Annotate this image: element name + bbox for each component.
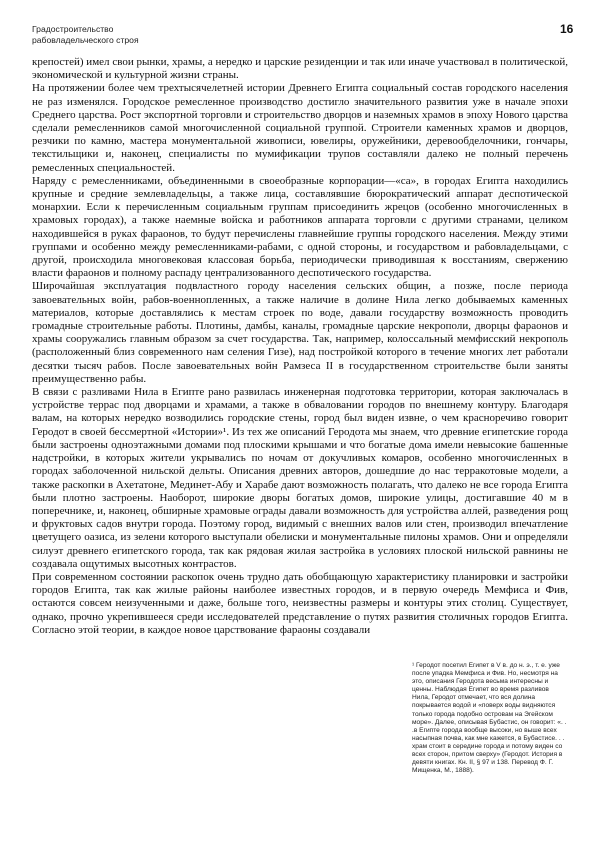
- page-number: 16: [560, 22, 574, 36]
- header-line-1: Градостроительство: [32, 24, 114, 34]
- paragraph: Широчайшая эксплуатация подвластного городу населения сельских общин, а позже, после периода завоевательных войн, рабов-военнопленных, а также наличие в долине Нила легко добываемых каменных материалов, которые доставлялись к местам строек по воде, давали государству возможность проводить громадные строительные работы. Плотины, дамбы, каналы, громадные царские некрополи, дворцы фараонов и храмы сооружались главным образом за счет государства. Так, например, колоссальный мемфисский некрополь (расположенный близ современного нам селения Гизе), над постройкой которого в течение многих лет работали десятки тысяч рабов. После завоевательных войн Рамзеса II в государственном строительстве были заняты преимущественно рабы.: [32, 280, 568, 385]
- running-header: [32, 24, 139, 46]
- paragraph: крепостей) имел свои рынки, храмы, а нередко и царские резиденции и так или иначе участвовал в политической, экономической и культурной жизни страны.: [32, 56, 568, 82]
- footnote: ¹ Геродот посетил Египет в V в. до н. э., т. е. уже после упадка Мемфиса и Фив. Но, несмотря на это, описания Геродота весьма интересны и ценны. Наблюдая Египет во время разливов Нила, Геродот отмечает, что вся долина покрывается водой и «поверх воды видняются только города подобно островам на Эгейском море». Далее, описывая Бубастис, он говорит: «. . .в Египте города вообще высоки, но выше всех насыпная почва, как мне кажется, в Бубастисе. . . храм стоит в середине города и потому виден со всех сторон, притом сверху» (Геродот. История в девяти книгах. Кн. II, § 97 и 138. Перевод Ф. Г. Мищенка, М., 1888).: [412, 662, 567, 775]
- header-line-2: рабовладельческого строя: [32, 35, 139, 45]
- main-text: [32, 56, 568, 637]
- paragraph: В связи с разливами Нила в Египте рано развилась инженерная подготовка территории, которая заключалась в устройстве террас под дворцами и храмами, а также в обваловании городов по внешнему контуру. Благодаря валам, на которых нередко возводились городские стены, город был виден извне, о чем красноречиво говорит Геродот в своей бессмертной «Истории»¹. Из тех же описаний Геродота мы знаем, что древние египетские города были застроены одноэтажными домами под плоскими крышами и что богатые дома имели невысокие башенные надстройки, в которых жители укрывались по ночам от докучливых комаров, особенно многочисленных в городах заболоченной нильской дельты. Описания древних авторов, дошедшие до нас терракотовые модели, а также раскопки в Ахетатоне, Мединет-Абу и Харабе дают возможность полагать, что далеко не все города Египта были плотно застроены. Наоборот, широкие дворы богатых домов, широкие улицы, достигавшие 40 м в поперечнике, и, наконец, обширные храмовые ограды давали возможность для устройства аллей, разведения рощ и фруктовых садов внутри города. Поэтому город, видимый с внешних валов или стен, производил впечатление цветущего оазиса, из зелени которого выступали обелиски и монументальные пилоны храмов. Они и определяли силуэт древнего египетского города, так как рядовая жилая застройка в условиях плоской нильской равнины не создавала ощутимых высотных контрастов.: [32, 386, 568, 570]
- paragraph: На протяжении более чем трехтысячелетней истории Древнего Египта социальный состав городского населения не раз изменялся. Городское ремесленное производство достигло значительного развития уже в начале эпохи Среднего царства. Рост экспортной торговли и строительство дворцов и наземных храмов в эпоху Нового царства сделали ремесленников самой многочисленной социальной группой. Строители каменных храмов и дворцов, резчики по камню, мастера монументальной живописи, ювелиры, оружейники, деревообделочники, гончары, текстильщики и, наконец, специалисты по мумификации трупов составляли далеко не полный перечень ремесленных специальностей.: [32, 82, 568, 174]
- paragraph: При современном состоянии раскопок очень трудно дать обобщающую характеристику планировки и застройки городов Египта, так как жилые районы наиболее известных городов, и в первую очередь Мемфиса и Фив, остаются совсем неизученными и даже, больше того, неизвестны размеры и контуры этих столиц. Существует, однако, прочно укрепившееся среди исследователей представление о путях развития столичных городов Египта. Согласно этой теории, в каждое новое царствование фараоны создавали: [32, 570, 568, 636]
- paragraph: Наряду с ремесленниками, объединенными в своеобразные корпорации—«са», в городах Египта находились крупные и средние землевладельцы, а также лица, составлявшие бюрократический аппарат деспотической монархии. Если к перечисленным социальным группам присоединить жрецов (особенно многочисленных в храмовых городах), а также наемные войска и работников аппарата торговли с другими странами, целиком находившейся в руках фараонов, то будут перечислены главнейшие группы городского населения. Между этими группами и особенно между ремесленниками-рабами, с одной стороны, и государством и рабовладельцами, с другой, происходила многовековая классовая борьба, периодически приводившая к восстаниям, свержению власти фараонов и полному распаду централизованного деспотического государства.: [32, 174, 568, 280]
